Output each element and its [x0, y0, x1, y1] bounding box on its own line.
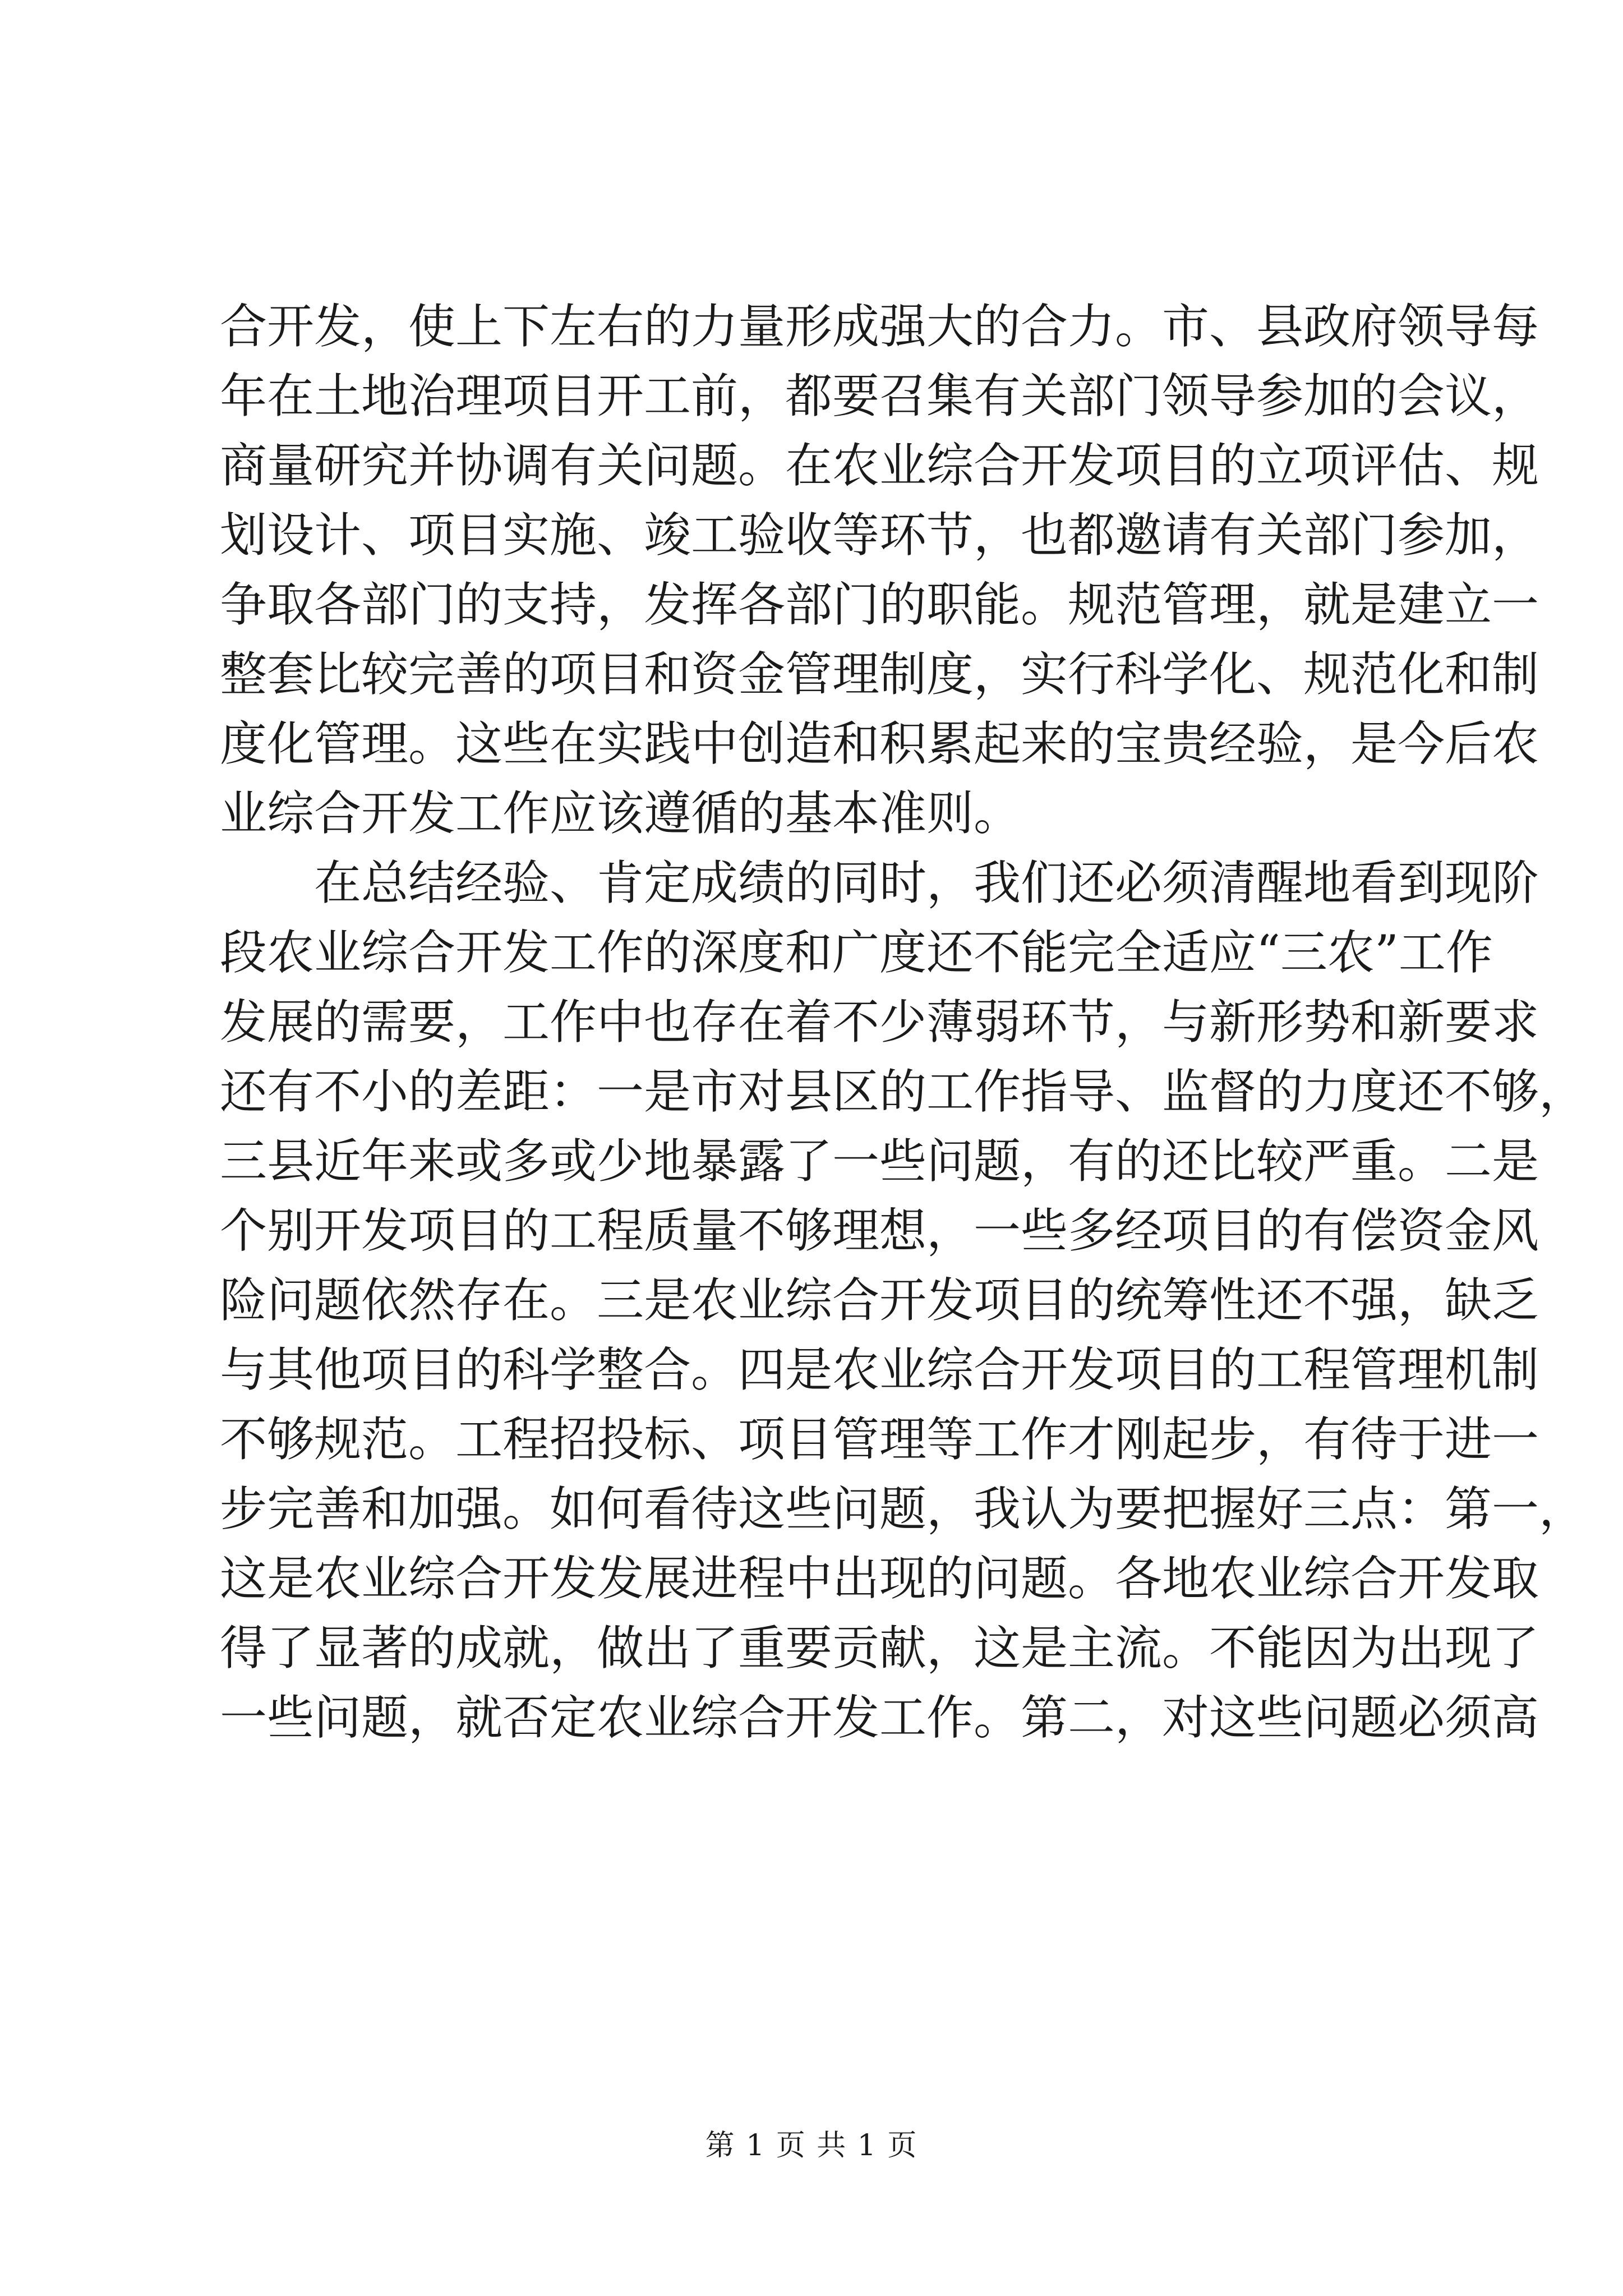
text-line: 划设计、项目实施、竣工验收等环节，也都邀请有关部门参加，: [220, 508, 1539, 563]
text-line: 还有不小的差距：一是市对县区的工作指导、监督的力度还不够，: [220, 1064, 1587, 1119]
text-line: 整套比较完善的项目和资金管理制度，实行科学化、规范化和制: [220, 647, 1539, 702]
body-text: [220, 292, 1587, 1752]
text-line: 三县近年来或多或少地暴露了一些问题，有的还比较严重。二是: [220, 1134, 1539, 1189]
text-line: 得了显著的成就，做出了重要贡献，这是主流。不能因为出现了: [220, 1621, 1539, 1676]
text-line: 与其他项目的科学整合。四是农业综合开发项目的工程管理机制: [220, 1342, 1539, 1397]
text-line: 年在土地治理项目开工前，都要召集有关部门领导参加的会议，: [220, 369, 1539, 424]
text-line: 合开发，使上下左右的力量形成强大的合力。市、县政府领导每: [220, 299, 1539, 354]
text-line: 发展的需要，工作中也存在着不少薄弱环节，与新形势和新要求: [220, 995, 1539, 1050]
text-line: 步完善和加强。如何看待这些问题，我认为要把握好三点：第一，: [220, 1481, 1587, 1536]
text-line: 商量研究并协调有关问题。在农业综合开发项目的立项评估、规: [220, 438, 1539, 493]
text-line: 业综合开发工作应该遵循的基本准则。: [220, 786, 1021, 841]
text-line: 一些问题，就否定农业综合开发工作。第二，对这些问题必须高: [220, 1690, 1539, 1745]
text-line: 这是农业综合开发发展进程中出现的问题。各地农业综合开发取: [220, 1551, 1539, 1606]
page-footer: 第 1 页 共 1 页: [705, 2129, 918, 2162]
text-line: 个别开发项目的工程质量不够理想，一些多经项目的有偿资金风: [220, 1203, 1539, 1258]
text-line: 不够规范。工程招投标、项目管理等工作才刚起步，有待于进一: [220, 1412, 1539, 1467]
text-line: 度化管理。这些在实践中创造和积累起来的宝贵经验，是今后农: [220, 716, 1539, 771]
text-line: 险问题依然存在。三是农业综合开发项目的统筹性还不强，缺乏: [220, 1273, 1539, 1328]
paragraph-start-line: 在总结经验、肯定成绩的同时，我们还必须清醒地看到现阶: [314, 855, 1539, 910]
text-line: 争取各部门的支持，发挥各部门的职能。规范管理，就是建立一: [220, 577, 1539, 632]
text-line: 段农业综合开发工作的深度和广度还不能完全适应“三农”工作: [220, 925, 1493, 980]
